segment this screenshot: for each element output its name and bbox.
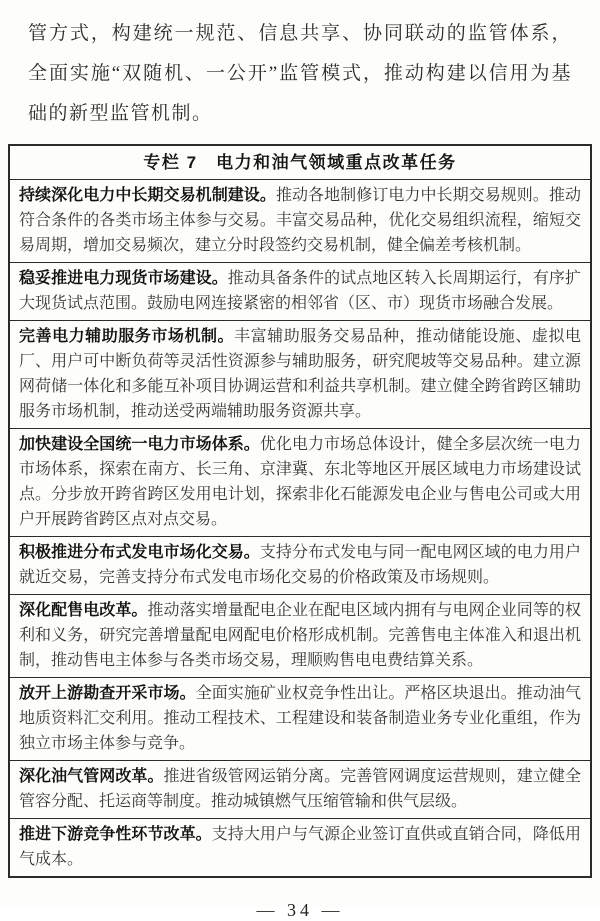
task-row	[10, 818, 590, 876]
task-lead: 稳妥推进电力现货市场建设。	[19, 270, 228, 287]
task-body: 支持大用户与气源企业签订直供或直销合同，降低用气成本。	[19, 826, 581, 868]
task-lead: 放开上游勘查开采市场。	[19, 685, 196, 702]
task-row	[10, 180, 590, 262]
task-lead: 推进下游竞争性环节改革。	[19, 826, 212, 843]
task-row	[10, 677, 590, 760]
page-number: — 34 —	[256, 900, 344, 920]
task-lead: 深化油气管网改革。	[19, 768, 164, 785]
task-lead: 加快建设全国统一电力市场体系。	[19, 436, 260, 453]
task-row	[10, 536, 590, 594]
task-body: 推动各地制修订电力中长期交易规则。推动符合条件的各类市场主体参与交易。丰富交易品种，优化交易组织流程，缩短交易周期，增加交易频次，建立分时段签约交易机制，健全偏差考核机制。	[19, 187, 581, 254]
panel-title: 专栏 7 电力和油气领域重点改革任务	[10, 146, 590, 180]
task-lead: 持续深化电力中长期交易机制建设。	[19, 187, 276, 204]
task-lead: 完善电力辅助服务市场机制。	[19, 328, 235, 345]
task-body: 推动具备条件的试点地区转入长周期运行，有序扩大现货试点范围。鼓励电网连接紧密的相邻省（区、市）现货市场融合发展。	[19, 270, 581, 312]
task-body: 丰富辅助服务交易品种，推动储能设施、虚拟电厂、用户可中断负荷等灵活性资源参与辅助服务，研究爬坡等交易品种。建立源网荷储一体化和多能互补项目协调运营和利益共享机制。建立健全跨省跨区辅助服务市场机制，推动送受两端辅助服务资源共享。	[19, 328, 581, 420]
task-body: 推进省级管网运销分离。完善管网调度运营规则，建立健全管容分配、托运商等制度。推动城镇燃气压缩管输和供气层级。	[19, 768, 581, 810]
task-body: 推动落实增量配电企业在配电区域内拥有与电网企业同等的权利和义务，研究完善增量配电网配电价格形成机制。完善售电主体准入和退出机制，推动售电主体参与各类市场交易，理顺购售电电费结算关系。	[19, 602, 581, 669]
task-row	[10, 760, 590, 818]
task-body: 全面实施矿业权竞争性出让。严格区块退出。推动油气地质资料汇交利用。推动工程技术、工程建设和装备制造业务专业化重组，作为独立市场主体参与竞争。	[19, 685, 581, 752]
intro-paragraph: 管方式，构建统一规范、信息共享、协同联动的监管体系，全面实施“双随机、一公开”监管模式，推动构建以信用为基础的新型监管机制。	[28, 23, 572, 124]
task-lead: 深化配售电改革。	[19, 602, 148, 619]
task-row	[10, 594, 590, 677]
task-body: 优化电力市场总体设计，健全多层次统一电力市场体系，探索在南方、长三角、京津冀、东北等地区开展区域电力市场建设试点。分步放开跨省跨区发用电计划，探索非化石能源发电企业与售电公司或大用户开展跨省跨区点对点交易。	[19, 436, 581, 528]
task-row	[10, 320, 590, 428]
task-row	[10, 262, 590, 320]
task-row	[10, 428, 590, 536]
task-body: 支持分布式发电与同一配电网区域的电力用户就近交易，完善支持分布式发电市场化交易的价格政策及市场规则。	[19, 544, 581, 586]
reform-tasks-panel	[8, 144, 592, 878]
task-lead: 积极推进分布式发电市场化交易。	[19, 544, 260, 561]
